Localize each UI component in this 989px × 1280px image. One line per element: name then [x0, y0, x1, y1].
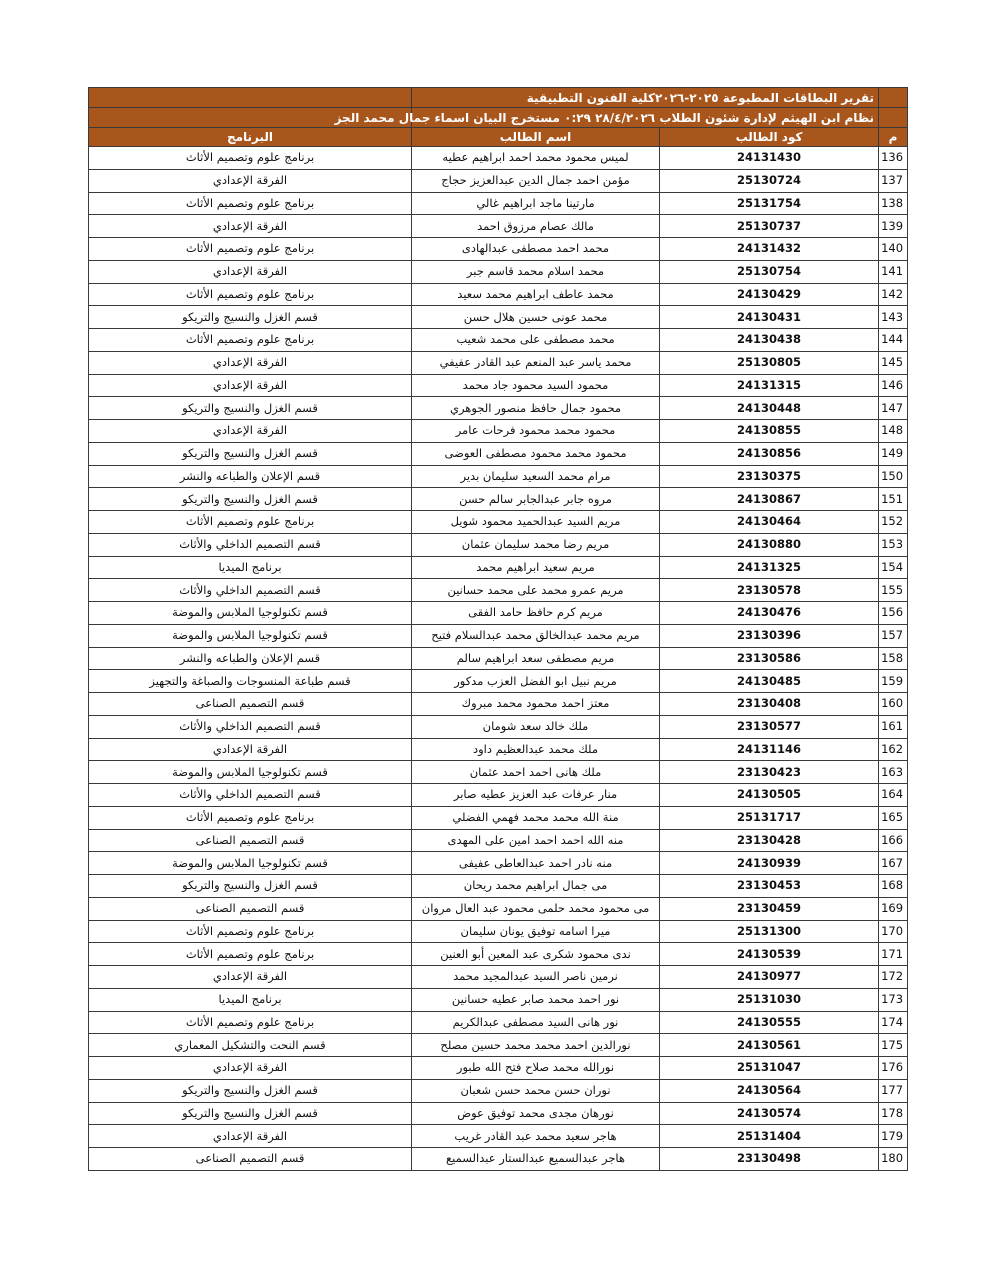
- student-code: 24130880: [660, 533, 879, 556]
- row-number: 161: [879, 715, 908, 738]
- row-number: 137: [879, 169, 908, 192]
- row-number: 154: [879, 556, 908, 579]
- program-name: برنامج علوم وتصميم الأثاث: [89, 511, 412, 534]
- student-code: 24130561: [660, 1034, 879, 1057]
- program-name: الفرقة الإعدادي: [89, 374, 412, 397]
- row-number: 177: [879, 1079, 908, 1102]
- table-row: [89, 374, 908, 397]
- program-name: قسم تكنولوجيا الملابس والموضة: [89, 624, 412, 647]
- table-row: [89, 306, 908, 329]
- table-row: [89, 351, 908, 374]
- student-code: 23130578: [660, 579, 879, 602]
- student-code: 24130438: [660, 329, 879, 352]
- student-name: نورالدين احمد محمد محمد حسين مصلح: [412, 1034, 660, 1057]
- row-number: 178: [879, 1102, 908, 1125]
- table-row: [89, 897, 908, 920]
- program-name: قسم الغزل والنسيج والتريكو: [89, 875, 412, 898]
- row-number: 166: [879, 829, 908, 852]
- table-row: [89, 420, 908, 443]
- table-row: [89, 1102, 908, 1125]
- row-number: 142: [879, 283, 908, 306]
- program-name: قسم التصميم الداخلي والأثاث: [89, 715, 412, 738]
- student-code: 24130856: [660, 442, 879, 465]
- student-name: مؤمن احمد جمال الدين عبدالعزيز حجاج: [412, 169, 660, 192]
- row-number: 153: [879, 533, 908, 556]
- student-code: 23130453: [660, 875, 879, 898]
- row-number: 157: [879, 624, 908, 647]
- student-name: مى محمود محمد حلمى محمود عبد العال مروان: [412, 897, 660, 920]
- column-header-no: م: [879, 128, 908, 147]
- row-number: 164: [879, 784, 908, 807]
- table-row: [89, 260, 908, 283]
- student-name: مريم رضا محمد سليمان عثمان: [412, 533, 660, 556]
- program-name: الفرقة الإعدادي: [89, 1057, 412, 1080]
- student-code: 24130539: [660, 943, 879, 966]
- table-body: [89, 147, 908, 1171]
- table-row: [89, 852, 908, 875]
- row-number: 158: [879, 647, 908, 670]
- row-number: 165: [879, 806, 908, 829]
- table-row: [89, 579, 908, 602]
- program-name: برنامج علوم وتصميم الأثاث: [89, 806, 412, 829]
- program-name: الفرقة الإعدادي: [89, 351, 412, 374]
- table-row: [89, 1125, 908, 1148]
- student-code: 24130555: [660, 1011, 879, 1034]
- program-name: قسم الإعلان والطباعه والنشر: [89, 647, 412, 670]
- column-header-name: اسم الطالب: [412, 128, 660, 147]
- table-row: [89, 283, 908, 306]
- student-name: مريم السيد عبدالحميد محمود شويل: [412, 511, 660, 534]
- row-number: 169: [879, 897, 908, 920]
- row-number: 136: [879, 147, 908, 170]
- table-row: [89, 784, 908, 807]
- student-name: محمد مصطفى على محمد شعيب: [412, 329, 660, 352]
- program-name: برنامج الميديا: [89, 988, 412, 1011]
- student-name: محمد عاطف ابراهيم محمد سعيد: [412, 283, 660, 306]
- program-name: قسم النحت والتشكيل المعماري: [89, 1034, 412, 1057]
- student-name: مى جمال ابراهيم محمد ريحان: [412, 875, 660, 898]
- program-name: الفرقة الإعدادي: [89, 260, 412, 283]
- table-row: [89, 397, 908, 420]
- row-number: 170: [879, 920, 908, 943]
- student-code: 23130396: [660, 624, 879, 647]
- row-number: 174: [879, 1011, 908, 1034]
- student-code: 24130431: [660, 306, 879, 329]
- student-name: مريم كرم حافظ حامد الفقى: [412, 602, 660, 625]
- student-code: 25130754: [660, 260, 879, 283]
- student-name: مريم عمرو محمد على محمد حسانين: [412, 579, 660, 602]
- student-name: محمود جمال حافظ منصور الجوهري: [412, 397, 660, 420]
- table-row: [89, 693, 908, 716]
- table-row: [89, 875, 908, 898]
- program-name: برنامج علوم وتصميم الأثاث: [89, 1011, 412, 1034]
- student-name: ميرا اسامه توفيق يونان سليمان: [412, 920, 660, 943]
- table-row: [89, 556, 908, 579]
- student-name: محمد اسلام محمد قاسم جبر: [412, 260, 660, 283]
- student-name: محمد ياسر عبد المنعم عبد القادر عفيفي: [412, 351, 660, 374]
- table-row: [89, 602, 908, 625]
- student-name: ملك محمد عبدالعظيم داود: [412, 738, 660, 761]
- student-name: محمود محمد محمود فرحات عامر: [412, 420, 660, 443]
- row-number: 155: [879, 579, 908, 602]
- student-code: 23130586: [660, 647, 879, 670]
- program-name: قسم التصميم الداخلي والأثاث: [89, 784, 412, 807]
- report-title: تقرير البطاقات المطبوعة ٢٠٢٥-٢٠٢٦كلية الفنون التطبيقية: [412, 88, 879, 108]
- student-code: 25131300: [660, 920, 879, 943]
- program-name: الفرقة الإعدادي: [89, 169, 412, 192]
- row-number: 147: [879, 397, 908, 420]
- table-row: [89, 192, 908, 215]
- row-number: 175: [879, 1034, 908, 1057]
- program-name: برنامج علوم وتصميم الأثاث: [89, 329, 412, 352]
- table-row: [89, 966, 908, 989]
- student-code: 23130375: [660, 465, 879, 488]
- student-code: 23130498: [660, 1148, 879, 1171]
- student-name: نورهان مجدى محمد توفيق عوض: [412, 1102, 660, 1125]
- table-row: [89, 488, 908, 511]
- student-name: منه الله احمد احمد امين على المهدى: [412, 829, 660, 852]
- program-name: قسم التصميم الصناعى: [89, 1148, 412, 1171]
- subtitle-spacer-right: [879, 108, 908, 128]
- student-name: ندى محمود شكرى عبد المعين أبو العنين: [412, 943, 660, 966]
- student-code: 23130408: [660, 693, 879, 716]
- student-code: 24130855: [660, 420, 879, 443]
- table-row: [89, 943, 908, 966]
- table-row: [89, 624, 908, 647]
- program-name: قسم التصميم الصناعى: [89, 693, 412, 716]
- student-name: محمد احمد مصطفى عبدالهادى: [412, 238, 660, 261]
- student-name: نور هانى السيد مصطفى عبدالكريم: [412, 1011, 660, 1034]
- row-number: 167: [879, 852, 908, 875]
- program-name: برنامج علوم وتصميم الأثاث: [89, 192, 412, 215]
- row-number: 140: [879, 238, 908, 261]
- row-number: 151: [879, 488, 908, 511]
- student-name: مريم سعيد ابراهيم محمد: [412, 556, 660, 579]
- table-row: [89, 670, 908, 693]
- student-code: 24130574: [660, 1102, 879, 1125]
- program-name: برنامج علوم وتصميم الأثاث: [89, 147, 412, 170]
- program-name: قسم الغزل والنسيج والتريكو: [89, 442, 412, 465]
- program-name: الفرقة الإعدادي: [89, 966, 412, 989]
- row-number: 156: [879, 602, 908, 625]
- program-name: قسم التصميم الداخلي والأثاث: [89, 579, 412, 602]
- student-code: 24131325: [660, 556, 879, 579]
- row-number: 176: [879, 1057, 908, 1080]
- student-name: محمود السيد محمود جاد محمد: [412, 374, 660, 397]
- student-code: 23130423: [660, 761, 879, 784]
- student-name: محمد عونى حسين هلال حسن: [412, 306, 660, 329]
- student-code: 24130464: [660, 511, 879, 534]
- program-name: برنامج علوم وتصميم الأثاث: [89, 943, 412, 966]
- program-name: الفرقة الإعدادي: [89, 1125, 412, 1148]
- student-code: 24131315: [660, 374, 879, 397]
- table-row: [89, 829, 908, 852]
- printed-cards-report-table: [88, 87, 908, 1171]
- table-row: [89, 442, 908, 465]
- program-name: برنامج علوم وتصميم الأثاث: [89, 920, 412, 943]
- table-row: [89, 465, 908, 488]
- student-code: 24130448: [660, 397, 879, 420]
- table-row: [89, 533, 908, 556]
- row-number: 162: [879, 738, 908, 761]
- program-name: قسم التصميم الصناعى: [89, 829, 412, 852]
- column-header-program: البرنامج: [89, 128, 412, 147]
- student-name: هاجر عبدالسميع عبدالستار عبدالسميع: [412, 1148, 660, 1171]
- row-number: 180: [879, 1148, 908, 1171]
- table-row: [89, 647, 908, 670]
- row-number: 141: [879, 260, 908, 283]
- student-code: 24131146: [660, 738, 879, 761]
- table-row: [89, 761, 908, 784]
- student-name: مرام محمد السعيد سليمان بدير: [412, 465, 660, 488]
- row-number: 144: [879, 329, 908, 352]
- program-name: قسم التصميم الداخلي والأثاث: [89, 533, 412, 556]
- student-name: منار عرفات عبد العزيز عطيه صابر: [412, 784, 660, 807]
- report-subtitle: نظام ابن الهيثم لإدارة شئون الطلاب ٢٨/٤/٢٠٢٦ ٠:٢٩ مستخرج البيان اسماء جمال محمد الجز: [412, 108, 879, 128]
- table-row: [89, 1079, 908, 1102]
- column-header-code: كود الطالب: [660, 128, 879, 147]
- student-code: 24130564: [660, 1079, 879, 1102]
- row-number: 171: [879, 943, 908, 966]
- student-code: 23130428: [660, 829, 879, 852]
- student-code: 25131404: [660, 1125, 879, 1148]
- student-code: 25131754: [660, 192, 879, 215]
- program-name: الفرقة الإعدادي: [89, 420, 412, 443]
- program-name: قسم الغزل والنسيج والتريكو: [89, 397, 412, 420]
- program-name: قسم الغزل والنسيج والتريكو: [89, 1079, 412, 1102]
- row-number: 159: [879, 670, 908, 693]
- program-name: الفرقة الإعدادي: [89, 738, 412, 761]
- title-spacer-left: [89, 88, 412, 108]
- table-row: [89, 806, 908, 829]
- table-row: [89, 1057, 908, 1080]
- table-row: [89, 329, 908, 352]
- student-name: مارتينا ماجد ابراهيم غالي: [412, 192, 660, 215]
- student-code: 23130459: [660, 897, 879, 920]
- student-name: محمود محمد محمود مصطفى العوضى: [412, 442, 660, 465]
- row-number: 146: [879, 374, 908, 397]
- student-name: مالك عصام مرزوق احمد: [412, 215, 660, 238]
- row-number: 138: [879, 192, 908, 215]
- table-row: [89, 511, 908, 534]
- student-name: ملك هانى احمد احمد عثمان: [412, 761, 660, 784]
- student-code: 23130577: [660, 715, 879, 738]
- table-row: [89, 738, 908, 761]
- row-number: 160: [879, 693, 908, 716]
- program-name: قسم تكنولوجيا الملابس والموضة: [89, 852, 412, 875]
- student-code: 24130485: [660, 670, 879, 693]
- program-name: قسم الإعلان والطباعه والنشر: [89, 465, 412, 488]
- table-row: [89, 169, 908, 192]
- student-code: 24130505: [660, 784, 879, 807]
- program-name: قسم طباعة المنسوجات والصباغة والتجهيز: [89, 670, 412, 693]
- table-row: [89, 715, 908, 738]
- student-name: معتز احمد محمود محمد مبروك: [412, 693, 660, 716]
- row-number: 152: [879, 511, 908, 534]
- student-name: نورالله محمد صلاح فتح الله طبور: [412, 1057, 660, 1080]
- student-name: مريم مصطفى سعد ابراهيم سالم: [412, 647, 660, 670]
- row-number: 172: [879, 966, 908, 989]
- student-name: لميس محمود محمد احمد ابراهيم عطيه: [412, 147, 660, 170]
- row-number: 149: [879, 442, 908, 465]
- table-row: [89, 147, 908, 170]
- row-number: 139: [879, 215, 908, 238]
- table-row: [89, 920, 908, 943]
- table-row: [89, 1148, 908, 1171]
- student-name: نوران حسن محمد حسن شعبان: [412, 1079, 660, 1102]
- student-name: نور احمد محمد صابر عطيه حسانين: [412, 988, 660, 1011]
- program-name: الفرقة الإعدادي: [89, 215, 412, 238]
- program-name: قسم تكنولوجيا الملابس والموضة: [89, 761, 412, 784]
- title-spacer-right: [879, 88, 908, 108]
- program-name: قسم الغزل والنسيج والتريكو: [89, 306, 412, 329]
- table-row: [89, 238, 908, 261]
- student-code: 25130724: [660, 169, 879, 192]
- table-row: [89, 988, 908, 1011]
- table-row: [89, 1034, 908, 1057]
- student-code: 25130805: [660, 351, 879, 374]
- student-name: مروه جابر عبدالجابر سالم حسن: [412, 488, 660, 511]
- program-name: قسم الغزل والنسيج والتريكو: [89, 1102, 412, 1125]
- student-code: 25130737: [660, 215, 879, 238]
- program-name: برنامج الميديا: [89, 556, 412, 579]
- row-number: 143: [879, 306, 908, 329]
- program-name: قسم التصميم الصناعى: [89, 897, 412, 920]
- student-name: هاجر سعيد محمد عبد القادر غريب: [412, 1125, 660, 1148]
- student-code: 25131717: [660, 806, 879, 829]
- program-name: قسم تكنولوجيا الملابس والموضة: [89, 602, 412, 625]
- student-code: 25131030: [660, 988, 879, 1011]
- table-row: [89, 215, 908, 238]
- row-number: 179: [879, 1125, 908, 1148]
- student-name: مريم نبيل ابو الفضل العزب مدكور: [412, 670, 660, 693]
- row-number: 168: [879, 875, 908, 898]
- student-name: منة الله محمد محمد فهمي الفضلي: [412, 806, 660, 829]
- program-name: قسم الغزل والنسيج والتريكو: [89, 488, 412, 511]
- student-code: 24130867: [660, 488, 879, 511]
- student-code: 24131430: [660, 147, 879, 170]
- row-number: 150: [879, 465, 908, 488]
- table-row: [89, 1011, 908, 1034]
- student-code: 24130977: [660, 966, 879, 989]
- student-name: نرمين ناصر السيد عبدالمجيد محمد: [412, 966, 660, 989]
- student-code: 24131432: [660, 238, 879, 261]
- row-number: 148: [879, 420, 908, 443]
- student-name: ملك خالد سعد شومان: [412, 715, 660, 738]
- student-name: مريم محمد عبدالخالق محمد عبدالسلام فتيح: [412, 624, 660, 647]
- student-code: 24130429: [660, 283, 879, 306]
- student-code: 24130476: [660, 602, 879, 625]
- program-name: برنامج علوم وتصميم الأثاث: [89, 283, 412, 306]
- student-code: 25131047: [660, 1057, 879, 1080]
- program-name: برنامج علوم وتصميم الأثاث: [89, 238, 412, 261]
- row-number: 145: [879, 351, 908, 374]
- student-name: منه نادر احمد عبدالعاطى عفيفى: [412, 852, 660, 875]
- student-code: 24130939: [660, 852, 879, 875]
- row-number: 173: [879, 988, 908, 1011]
- row-number: 163: [879, 761, 908, 784]
